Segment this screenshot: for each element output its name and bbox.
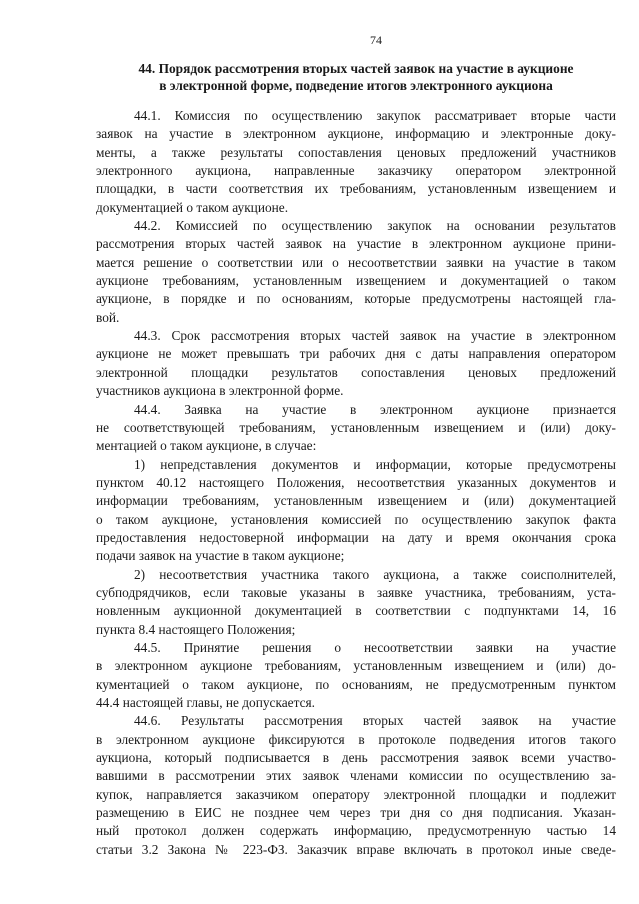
text-line: аукционе требованиям, установленным извещением и документацией о таком	[96, 273, 616, 289]
text-line: аукционе, в порядке и по основаниям, которые предусмотрены настоящей гла-	[96, 291, 616, 307]
text-line: 44.4. Заявка на участие в электронном аукционе признается	[134, 401, 616, 417]
text-line: электронного аукциона, направленные заказчику оператором электронной	[96, 163, 616, 179]
text-line: 44.1. Комиссия по осуществлению закупок рассматривает вторые части	[134, 108, 616, 123]
text-line: заявок на участие в электронном аукционе, информацию и электронные доку-	[96, 126, 616, 142]
text-line: ный протокол должен содержать информацию, предусмотренную частью 14	[96, 823, 616, 839]
text-line: пунктом 40.12 настоящего Положения, несоответствия указанных документов и	[96, 474, 616, 490]
text-line: 44.5. Принятие решения о несоответствии заявки на участие	[134, 639, 616, 655]
text-line: 44.3. Срок рассмотрения вторых частей заявок на участие в электронном	[134, 328, 616, 344]
text-line: 44.6. Результаты рассмотрения вторых частей заявок на участие	[134, 713, 616, 729]
text-line: аукциона, который подписывается в день рассмотрения заявок всеми участво-	[96, 750, 616, 766]
text-line: не соответствующей требованиям, установленным извещением и (или) доку-	[96, 419, 616, 435]
text-line: подачи заявок на участие в таком аукционе;	[96, 548, 345, 564]
text-line: статьи 3.2 Закона № 223-ФЗ. Заказчик вправе включать в протокол иные сведе-	[96, 841, 616, 857]
text-line: пункта 8.4 настоящего Положения;	[96, 621, 296, 637]
paragraph-44-5	[96, 639, 616, 712]
text-line: 44.4 настоящей главы, не допускается.	[96, 695, 315, 710]
paragraph-44-2	[96, 217, 616, 327]
text-line: в электронном аукционе фиксируются в протоколе подведения итогов такого	[96, 731, 616, 747]
text-line: о таком аукционе, установления комиссией по осуществлению закупок факта	[96, 511, 616, 527]
page-number: 74	[370, 33, 382, 47]
text-line: 44.2. Комиссией по осуществлению закупок на основании результатов	[134, 218, 616, 234]
paragraph-44-4	[96, 401, 616, 456]
text-line: ментацией о таком аукционе, в случае:	[96, 438, 317, 454]
text-line: субподрядчиков, если таковые указаны в заявке участника, требованиям, уста-	[96, 584, 616, 600]
text-line: в электронном аукционе требованиям, установленным извещением и (или) до-	[96, 658, 616, 674]
text-line: участников аукциона в электронной форме.	[96, 383, 344, 399]
text-line: 1) непредставления документов и информации, которые предусмотрены	[134, 456, 616, 472]
text-line: электронной площадки результатов сопоставления ценовых предложений	[96, 364, 616, 380]
text-line: информации требованиям, установленным извещением и (или) документацией	[96, 493, 616, 509]
list-item-1	[96, 456, 616, 566]
text-line: документацией о таком аукционе.	[96, 199, 289, 215]
text-line: размещению в ЕИС не позднее чем через три дня со дня подписания. Указан-	[96, 805, 616, 821]
list-item-2	[96, 566, 616, 639]
text-line: 2) несоответствия участника такого аукциона, а также соисполнителей,	[134, 566, 616, 582]
paragraph-44-1	[96, 107, 616, 217]
text-line: кументацией о таком аукционе, по основаниям, не предусмотренным пунктом	[96, 676, 616, 692]
text-line: менты, а также результаты сопоставления ценовых предложений участников	[96, 144, 616, 160]
section-heading-line: в электронной форме, подведение итогов электронного аукциона	[159, 78, 553, 93]
text-line: предоставления недостоверной информации на дату и время окончания срока	[96, 529, 616, 545]
text-line: рассмотрения вторых частей заявок на участие в электронном аукционе прини-	[96, 236, 616, 252]
section-heading-line: 44. Порядок рассмотрения вторых частей заявок на участие в аукционе	[138, 61, 574, 76]
paragraph-44-6	[96, 712, 616, 859]
text-line: вавшими в рассмотрении этих заявок членами комиссии по осуществлению за-	[96, 768, 616, 784]
text-line: купок, направляется заказчиком оператору электронной площадки и подлежит	[96, 786, 616, 802]
text-line: новленным аукционной документацией в соответствии с подпунктами 14, 16	[96, 603, 616, 619]
text-line: площадки, в части соответствия их требованиям, установленным извещением и	[96, 181, 616, 197]
text-line: аукционе не может превышать три рабочих дня с даты направления оператором	[96, 346, 616, 362]
text-line: вой.	[96, 309, 120, 325]
document-page	[96, 30, 616, 859]
paragraph-44-3	[96, 327, 616, 400]
section-heading	[96, 60, 616, 94]
text-line: мается решение о соответствии или о несоответствии заявки на участие в таком	[96, 254, 616, 270]
